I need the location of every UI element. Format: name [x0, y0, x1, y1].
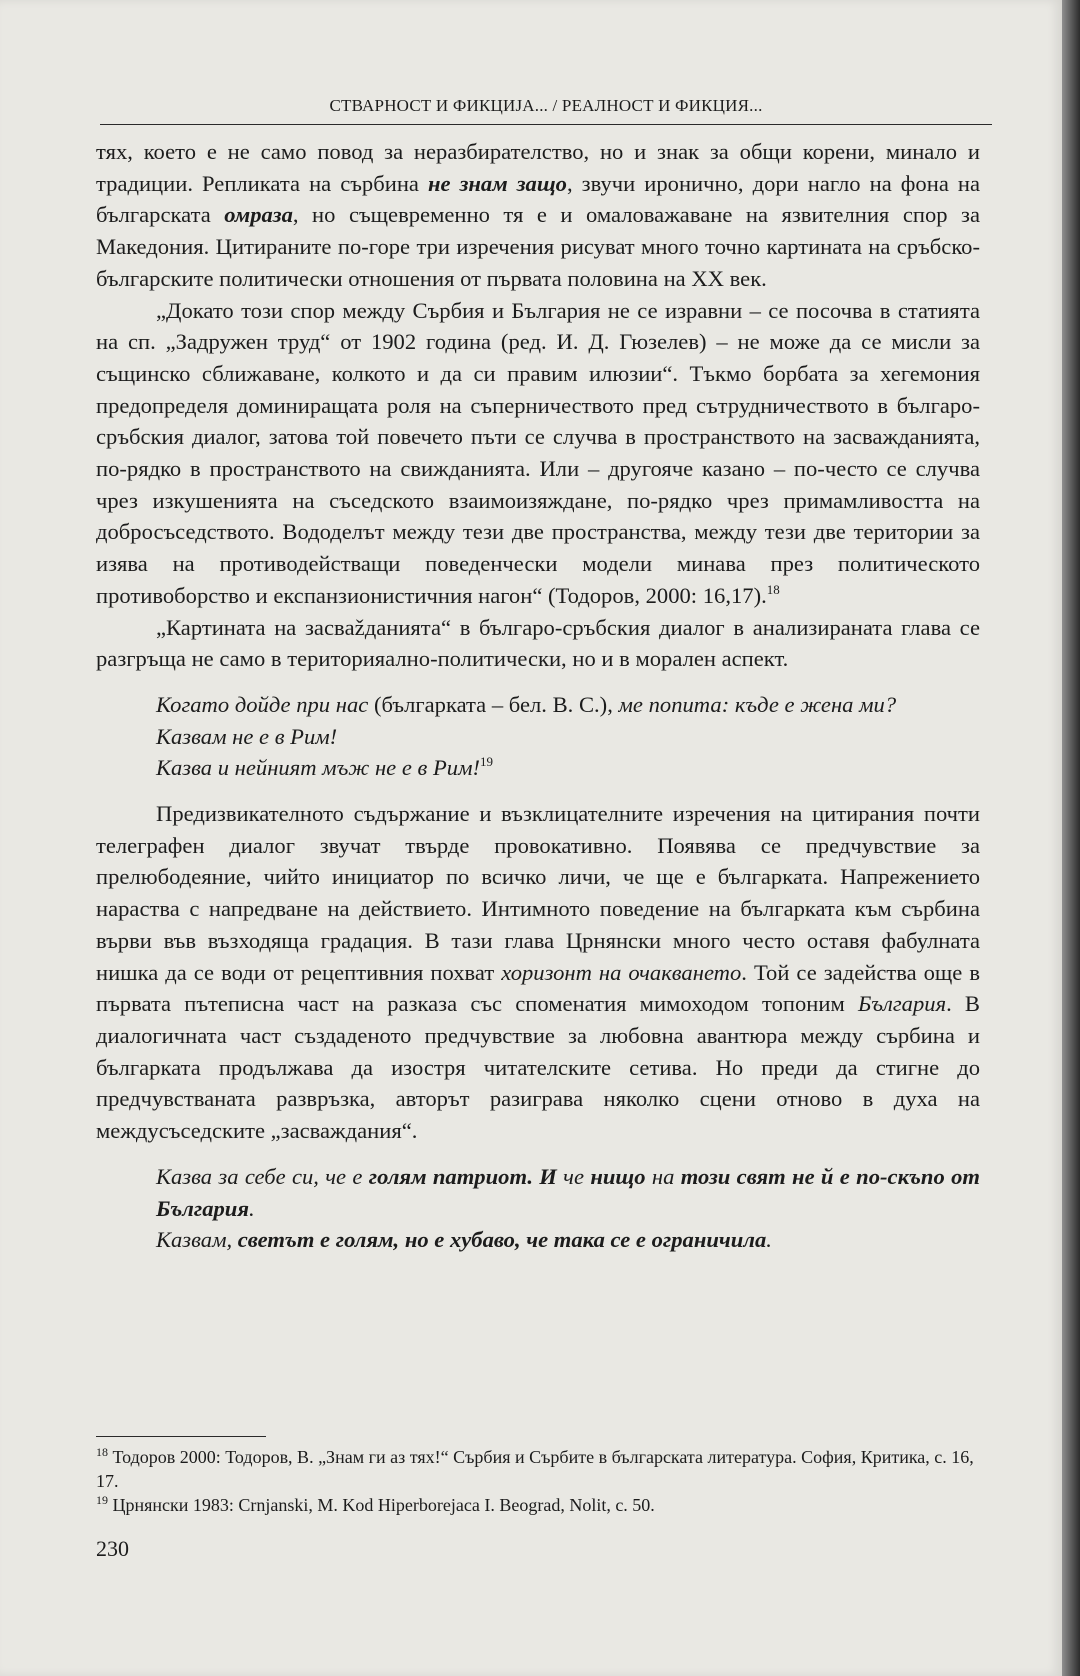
quote-line — [156, 721, 980, 753]
quote-text: Казва за себе си, че е — [156, 1163, 369, 1189]
quote-text: че — [556, 1163, 591, 1189]
quote-emphasis: светът е голям, но е хубаво, че така се е ограничила — [237, 1227, 767, 1253]
text-run: „Докато този спор между Сърбия и България не се изравни – се посочва в статията на сп. „Задружен труд“ от 1902 година (ред. И. Д. Гюзелев) – не може да се мисли за същинско сближаване, колкото и да си правим илюзии“. Тъкмо борбата за хегемония предопределя доминиращата роля на съперничеството пред сътрудничеството в българо-сръбския диалог, затова той повечето пъти се случва в пространството на засважданията, по-рядко в пространството на свижданията. Или – другояче казано – по-често се случва чрез изкушенията на съседското взаимоизяждане, по-рядко чрез примамливостта на добросъседството. Вододелът между тези две пространства, между тези две територии за изява на противодействащи поведенчески модели минава през политическото противоборство и експанзионистичния нагон“ (Тодоров, 2000: 16,17). — [96, 297, 980, 608]
emphasis: не знам защо — [427, 170, 567, 196]
page-number: 230 — [96, 1536, 129, 1561]
running-title: СТВАРНОСТ И ФИКЦИЈА... / РЕАЛНОСТ И ФИКЦИЯ... — [100, 96, 992, 125]
quote-text: ме попита: къде е жена ми? — [618, 691, 897, 717]
quote-note: (българката – бел. В. С.), — [368, 691, 619, 717]
footnote-ref: 18 — [766, 581, 780, 597]
quote-emphasis: този свят не й е по-скъпо от България — [156, 1163, 980, 1221]
quote-block-2 — [156, 1161, 980, 1256]
quote-text: Казва и нейният мъж не е в Рим! — [156, 755, 481, 781]
footnote-number: 18 — [96, 1445, 108, 1459]
footnote-number: 19 — [96, 1493, 108, 1507]
emphasis: хоризонт на очакването — [501, 959, 742, 985]
text-run: . Той се задейства още в първата пътеписна част на разказа със споменатия мимоходом топоним — [96, 959, 980, 1017]
paragraph-2 — [96, 295, 980, 612]
text-run: „Картината на засвažданията“ в българо-сръбския диалог в анализираната глава се разгръща не само в територияално-политически, но и в морален аспект. — [96, 614, 980, 672]
footnote-text: Црнянски 1983: Crnjanski, M. Kod Hiperborejaca I. Beograd, Nolit, c. 50. — [112, 1495, 655, 1515]
text-run: . В диалогичната част създаденото предчувствие за любовна авантюра между сърбина и българката продължава да изостря читателските сетива. Но преди да стигне до предчувстваната развръзка, авторът разиграва няколко сцени отново в духа на междусъседските „засваждания“. — [96, 991, 980, 1144]
quote-text: Когато дойде при нас — [156, 691, 369, 717]
footnotes — [96, 1436, 980, 1517]
quote-block-1 — [156, 689, 980, 784]
quote-emphasis: нищо — [590, 1163, 646, 1189]
quote-text: Казвам не е в Рим! — [156, 723, 338, 749]
body-text — [96, 136, 980, 1270]
quote-text: на — [645, 1163, 681, 1189]
quote-line — [156, 1161, 980, 1224]
footnote-divider — [96, 1436, 266, 1437]
text-run: , звучи иронично, дори нагло на фона на българската — [96, 170, 981, 228]
text-run: тях, което е не само повод за неразбирателство, но и знак за общи корени, минало и традиции. Репликата на сърбина — [96, 139, 980, 196]
emphasis: България — [857, 991, 947, 1017]
quote-line — [156, 752, 980, 784]
quote-line — [156, 689, 980, 721]
footnote-ref: 19 — [480, 754, 494, 770]
quote-text: . — [249, 1195, 255, 1221]
quote-text: Казвам, — [156, 1227, 238, 1253]
footnote-19 — [96, 1493, 980, 1517]
paragraph-4 — [96, 798, 980, 1147]
text-run: , но същевременно тя е и омаловажаване на язвителния спор за Македония. Цитираните по-горе три изречения рисуват много точно картината на сръбско-българските политически отношения от първата половина на XX век. — [96, 202, 980, 291]
text-run: Предизвикателното съдържание и възклицателните изречения на цитирания почти телеграфен диалог звучат твърде провокативно. Появява се предчувствие за прелюбодеяние, чийто инициатор по всичко личи, че ще е българката. Напрежението нараства с напредване на действието. Интимното поведение на българката към сърбина върви във възходяща градация. В тази глава Црнянски много често оставя фабулната нишка да се води от рецептивния похват — [96, 801, 980, 985]
footnote-text: Тодоров 2000: Тодоров, В. „Знам ги аз тях!“ Сърбия и Сърбите в българската литература. София, Критика, с. 16, 17. — [96, 1447, 974, 1491]
page-edge-shadow — [1062, 0, 1080, 1676]
emphasis: омраза — [224, 202, 293, 228]
paragraph-3 — [96, 612, 980, 675]
paragraph-1 — [96, 136, 980, 295]
quote-text: . — [766, 1227, 772, 1253]
quote-line — [156, 1224, 980, 1256]
footnote-18 — [96, 1445, 980, 1493]
quote-emphasis: голям патриот. И — [368, 1163, 557, 1189]
